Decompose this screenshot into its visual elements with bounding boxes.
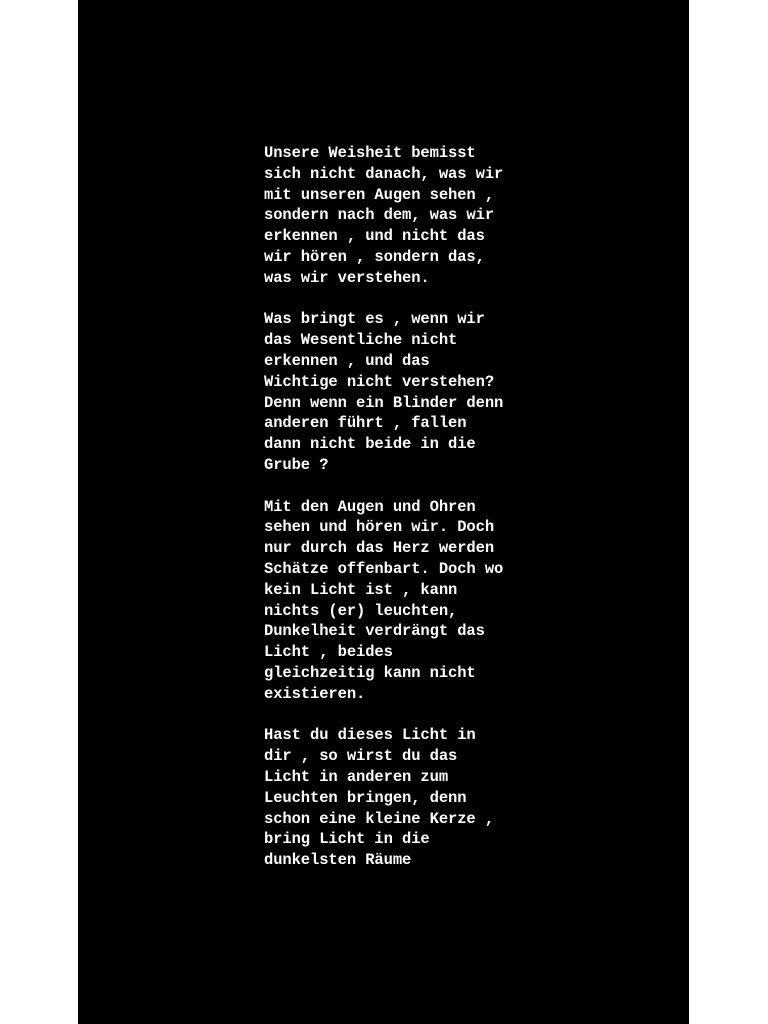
paragraph-2: Was bringt es , wenn wir das Wesentliche nicht erkennen , und das Wichtige nicht verstehen? Denn wenn ein Blinder denn anderen führt , fallen dann nicht beide in die Grube ? — [264, 310, 504, 474]
paragraph-3: Mit den Augen und Ohren sehen und hören wir. Doch nur durch das Herz werden Schätze offenbart. Doch wo kein Licht ist , kann nichts (er) leuchten, Dunkelheit verdrängt das Licht , beides gleichzeitig kann nicht existieren. — [264, 497, 504, 703]
poem-text-block — [264, 143, 544, 871]
paragraph-1: Unsere Weisheit bemisst sich nicht danach, was wir mit unseren Augen sehen , sondern nach dem, was wir erkennen , und nicht das wir hören , sondern das, was wir verstehen. — [264, 144, 504, 287]
paragraph-4: Hast du dieses Licht in dir , so wirst du das Licht in anderen zum Leuchten bringen, denn schon eine kleine Kerze , bring Licht in die dunkelsten Räume — [264, 726, 495, 870]
